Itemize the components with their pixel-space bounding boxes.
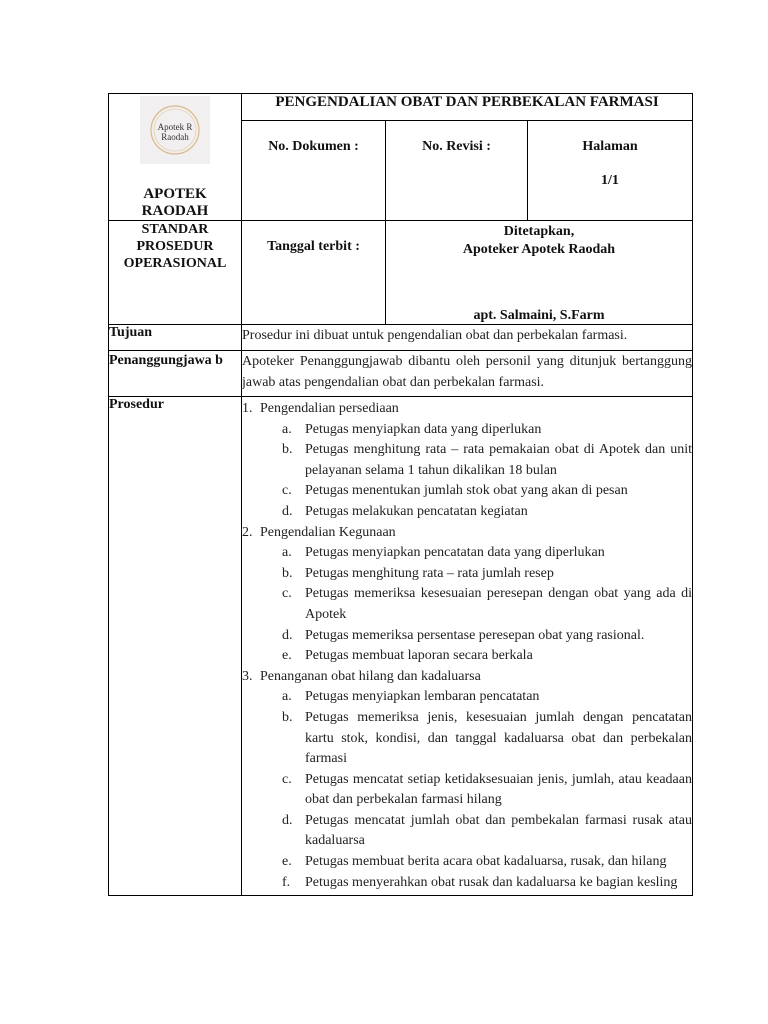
substep-item	[260, 873, 692, 894]
org-name	[109, 186, 241, 220]
sop-table	[108, 93, 693, 896]
substep-text: Petugas menghitung rata – rata pemakaian obat di Apotek dan unit pelayanan selama 1 tahun dikalikan 18 bulan	[305, 442, 692, 478]
prosedur-step	[242, 523, 692, 667]
step-title: Pengendalian persediaan	[260, 401, 399, 416]
substep-letter: a.	[282, 421, 292, 437]
prosedur-label: Prosedur	[109, 397, 242, 896]
step-number: 3.	[242, 668, 253, 684]
prosedur-step	[242, 399, 692, 523]
substep-item	[260, 646, 692, 667]
substep-text: Petugas menghitung rata – rata jumlah resep	[305, 565, 554, 581]
substep-item	[260, 481, 692, 502]
apoteker-label: Apoteker Apotek Raodah	[462, 242, 616, 257]
substep-text: Petugas mencatat jumlah obat dan pembekalan farmasi rusak atau kadaluarsa	[305, 812, 692, 849]
org-name-line1: APOTEK	[143, 186, 207, 202]
prosedur-content	[242, 397, 693, 896]
substep-text: Petugas menyiapkan data yang diperlukan	[305, 421, 542, 437]
tujuan-text: Prosedur ini dibuat untuk pengendalian obat dan perbekalan farmasi.	[242, 325, 693, 351]
penanggungjawab-text: Apoteker Penanggungjawab dibantu oleh personil yang ditunjuk bertanggung jawab atas pengendalian obat dan perbekalan farmasi.	[242, 351, 693, 397]
prosedur-step	[242, 667, 692, 894]
substep-letter: d.	[282, 503, 293, 519]
ditetapkan-label: Ditetapkan,	[503, 224, 575, 239]
tujuan-label: Tujuan	[109, 325, 242, 351]
step-substeps	[260, 687, 692, 893]
substep-letter: a.	[282, 545, 292, 561]
document-title: PENGENDALIAN OBAT DAN PERBEKALAN FARMASI	[242, 94, 693, 121]
substep-letter: b.	[282, 442, 293, 458]
step-title: Penanganan obat hilang dan kadaluarsa	[260, 668, 481, 684]
penanggungjawab-label: Penanggungjawa b	[109, 351, 242, 397]
substep-text: Petugas memeriksa persentase peresepan obat yang rasional.	[305, 627, 645, 643]
approval-cell	[386, 221, 693, 325]
step-substeps	[260, 420, 692, 523]
step-number: 2.	[242, 524, 253, 540]
substep-text: Petugas menyiapkan lembaran pencatatan	[305, 689, 540, 705]
substep-item	[260, 687, 692, 708]
substep-letter: b.	[282, 565, 293, 581]
substep-item	[260, 626, 692, 647]
substep-item	[260, 440, 692, 481]
substep-item	[260, 584, 692, 625]
substep-letter: b.	[282, 709, 293, 725]
step-substeps	[260, 543, 692, 667]
substep-item	[260, 852, 692, 873]
substep-text: Petugas membuat berita acara obat kadaluarsa, rusak, dan hilang	[305, 854, 667, 870]
logo-text	[140, 122, 210, 142]
logo-cell	[109, 94, 242, 221]
substep-letter: c.	[282, 586, 292, 602]
apotek-logo	[140, 96, 210, 164]
logo-text-line1: Apotek R	[157, 122, 193, 132]
step-title: Pengendalian Kegunaan	[260, 524, 396, 540]
substep-text: Petugas membuat laporan secara berkala	[305, 648, 533, 664]
org-name-line2: RAODAH	[141, 203, 209, 219]
substep-text: Petugas memeriksa kesesuaian peresepan dengan obat yang ada di Apotek	[305, 586, 692, 622]
substep-letter: c.	[282, 483, 292, 499]
substep-letter: a.	[282, 689, 292, 705]
no-revisi-label: No. Revisi :	[386, 121, 528, 221]
tanggal-terbit-label: Tanggal terbit :	[242, 221, 386, 325]
substep-item	[260, 420, 692, 441]
substep-item	[260, 564, 692, 585]
substep-item	[260, 708, 692, 770]
substep-text: Petugas mencatat setiap ketidaksesuaian jenis, jumlah, atau keadaan obat dan perbekalan farmasi hilang	[305, 771, 692, 808]
sop-type-line3: OPERASIONAL	[123, 256, 227, 271]
signatory-name: apt. Salmaini, S.Farm	[473, 308, 605, 323]
substep-letter: c.	[282, 771, 292, 787]
substep-letter: e.	[282, 854, 292, 870]
step-number: 1.	[242, 401, 253, 416]
substep-letter: e.	[282, 648, 292, 664]
sop-type-cell	[109, 221, 242, 325]
substep-item	[260, 811, 692, 852]
substep-letter: f.	[282, 874, 291, 890]
substep-letter: d.	[282, 627, 293, 643]
substep-item	[260, 502, 692, 523]
substep-text: Petugas melakukan pencatatan kegiatan	[305, 503, 528, 519]
halaman-label: Halaman	[582, 139, 638, 155]
substep-letter: d.	[282, 812, 293, 828]
substep-text: Petugas menyerahkan obat rusak dan kadaluarsa ke bagian kesling	[305, 874, 678, 890]
substep-item	[260, 543, 692, 564]
halaman-value: 1/1	[601, 173, 619, 189]
substep-item	[260, 770, 692, 811]
prosedur-steps	[242, 399, 692, 893]
logo-text-line2: Raodah	[161, 132, 189, 142]
sop-type-line1: STANDAR	[141, 222, 209, 237]
no-dokumen-label: No. Dokumen :	[242, 121, 386, 221]
substep-text: Petugas memeriksa jenis, kesesuaian jumlah dengan pencatatan kartu stok, kondisi, dan tanggal kadaluarsa obat dan perbekalan farmasi	[305, 709, 692, 767]
halaman-cell	[528, 121, 693, 221]
sop-type-line2: PROSEDUR	[136, 239, 214, 254]
substep-text: Petugas menentukan jumlah stok obat yang akan di pesan	[305, 483, 628, 499]
substep-text: Petugas menyiapkan pencatatan data yang diperlukan	[305, 545, 605, 561]
